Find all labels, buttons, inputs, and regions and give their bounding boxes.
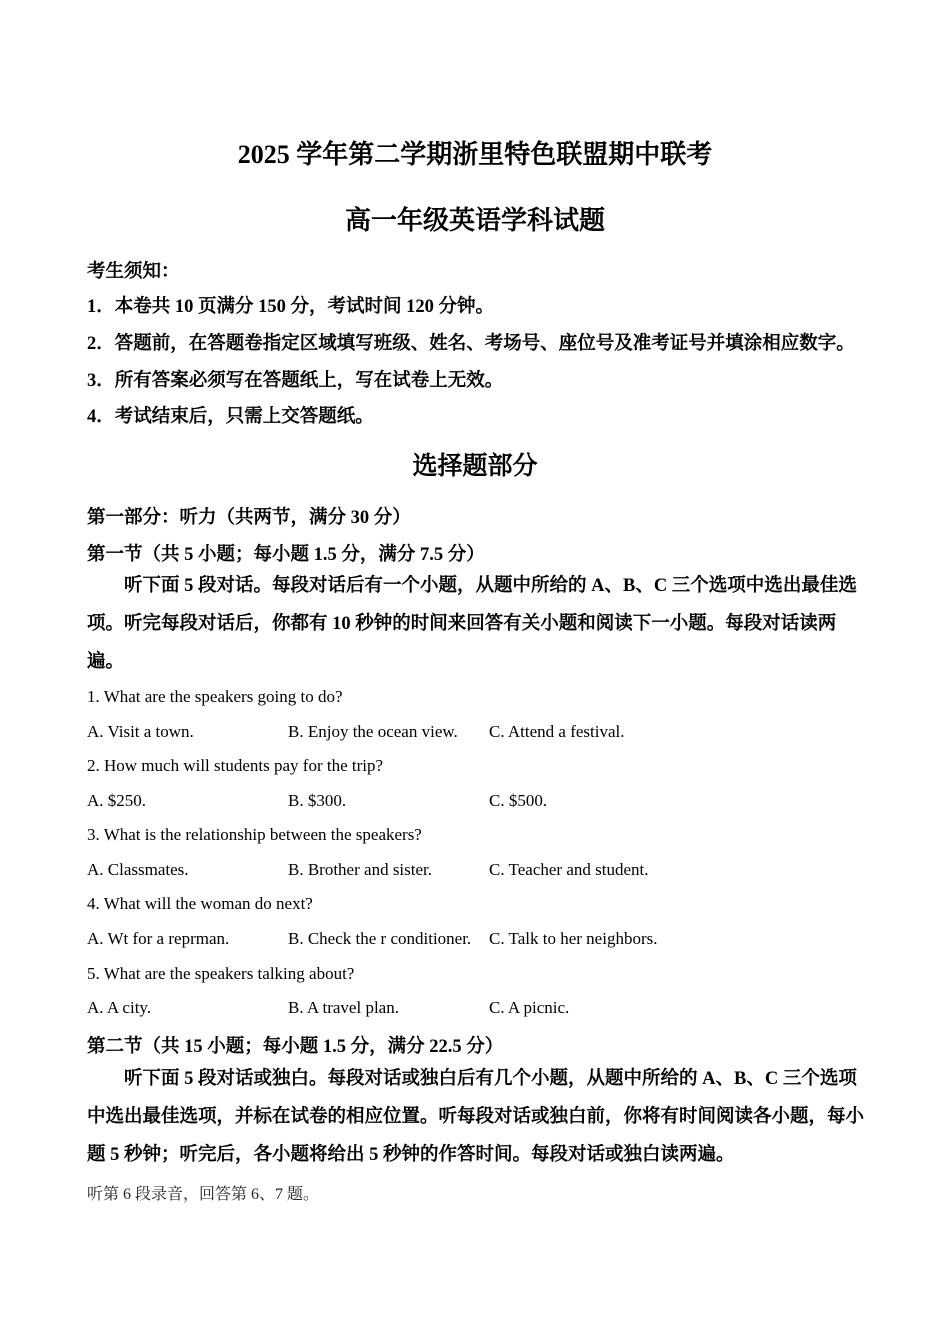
notice-item: 4．考试结束后，只需上交答题纸。 [87, 407, 374, 427]
part1-heading: 第一部分：听力（共两节，满分 30 分） [87, 508, 411, 528]
notice-item: 2．答题前，在答题卷指定区域填写班级、姓名、考场号、座位号及准考证号并填涂相应数字。 [87, 334, 855, 354]
section1-heading: 第一节（共 5 小题；每小题 1.5 分，满分 7.5 分） [87, 545, 485, 565]
option-b: B. $300. [288, 791, 347, 810]
exam-title: 2025 学年第二学期浙里特色联盟期中联考 [237, 140, 713, 169]
option-a: A. Visit a town. [87, 722, 194, 741]
option-a: A. A city. [87, 998, 152, 1017]
notice-item: 1．本卷共 10 页满分 150 分，考试时间 120 分钟。 [87, 297, 495, 317]
option-b: B. Brother and sister. [288, 860, 433, 879]
question-5: 5. What are the speakers talking about? [87, 964, 355, 983]
option-c: C. $500. [489, 791, 548, 810]
option-a: A. $250. [87, 791, 147, 810]
question-2: 2. How much will students pay for the trip? [87, 756, 384, 775]
option-c: C. Talk to her neighbors. [489, 929, 658, 948]
option-b: B. Enjoy the ocean view. [288, 722, 458, 741]
option-c: C. A picnic. [489, 998, 570, 1017]
section-title: 选择题部分 [412, 453, 538, 480]
section2-note: 听第 6 段录音，回答第 6、7 题。 [87, 1186, 320, 1203]
option-c: C. Attend a festival. [489, 722, 625, 741]
notice-heading: 考生须知： [87, 262, 180, 282]
option-a: A. Classmates. [87, 860, 189, 879]
section2-instructions: 听下面 5 段对话或独白。每段对话或独白后有几个小题，从题中所给的 A、B、C 三个选项中选出最佳选项，并标在试卷的相应位置。听每段对话或独白前，你将有时间阅读各小题，每小题 5 秒钟；听完后，各小题将给出 5 秒钟的作答时间。每段对话或独白读两遍。 [87, 1069, 865, 1165]
section2-heading: 第二节（共 15 小题；每小题 1.5 分，满分 22.5 分） [87, 1037, 504, 1057]
question-1: 1. What are the speakers going to do? [87, 687, 343, 706]
exam-subtitle: 高一年级英语学科试题 [344, 206, 605, 235]
option-a: A. Wt for a reprman. [87, 929, 230, 948]
notice-item: 3．所有答案必须写在答题纸上，写在试卷上无效。 [87, 371, 504, 391]
option-c: C. Teacher and student. [489, 860, 649, 879]
section1-instructions: 听下面 5 段对话。每段对话后有一个小题，从题中所给的 A、B、C 三个选项中选出最佳选项。听完每段对话后，你都有 10 秒钟的时间来回答有关小题和阅读下一小题。每段对话读两遍。 [87, 576, 857, 672]
question-4: 4. What will the woman do next? [87, 894, 313, 913]
question-3: 3. What is the relationship between the speakers? [87, 825, 422, 844]
option-b: B. Check the r conditioner. [288, 929, 472, 948]
option-b: B. A travel plan. [288, 998, 399, 1017]
